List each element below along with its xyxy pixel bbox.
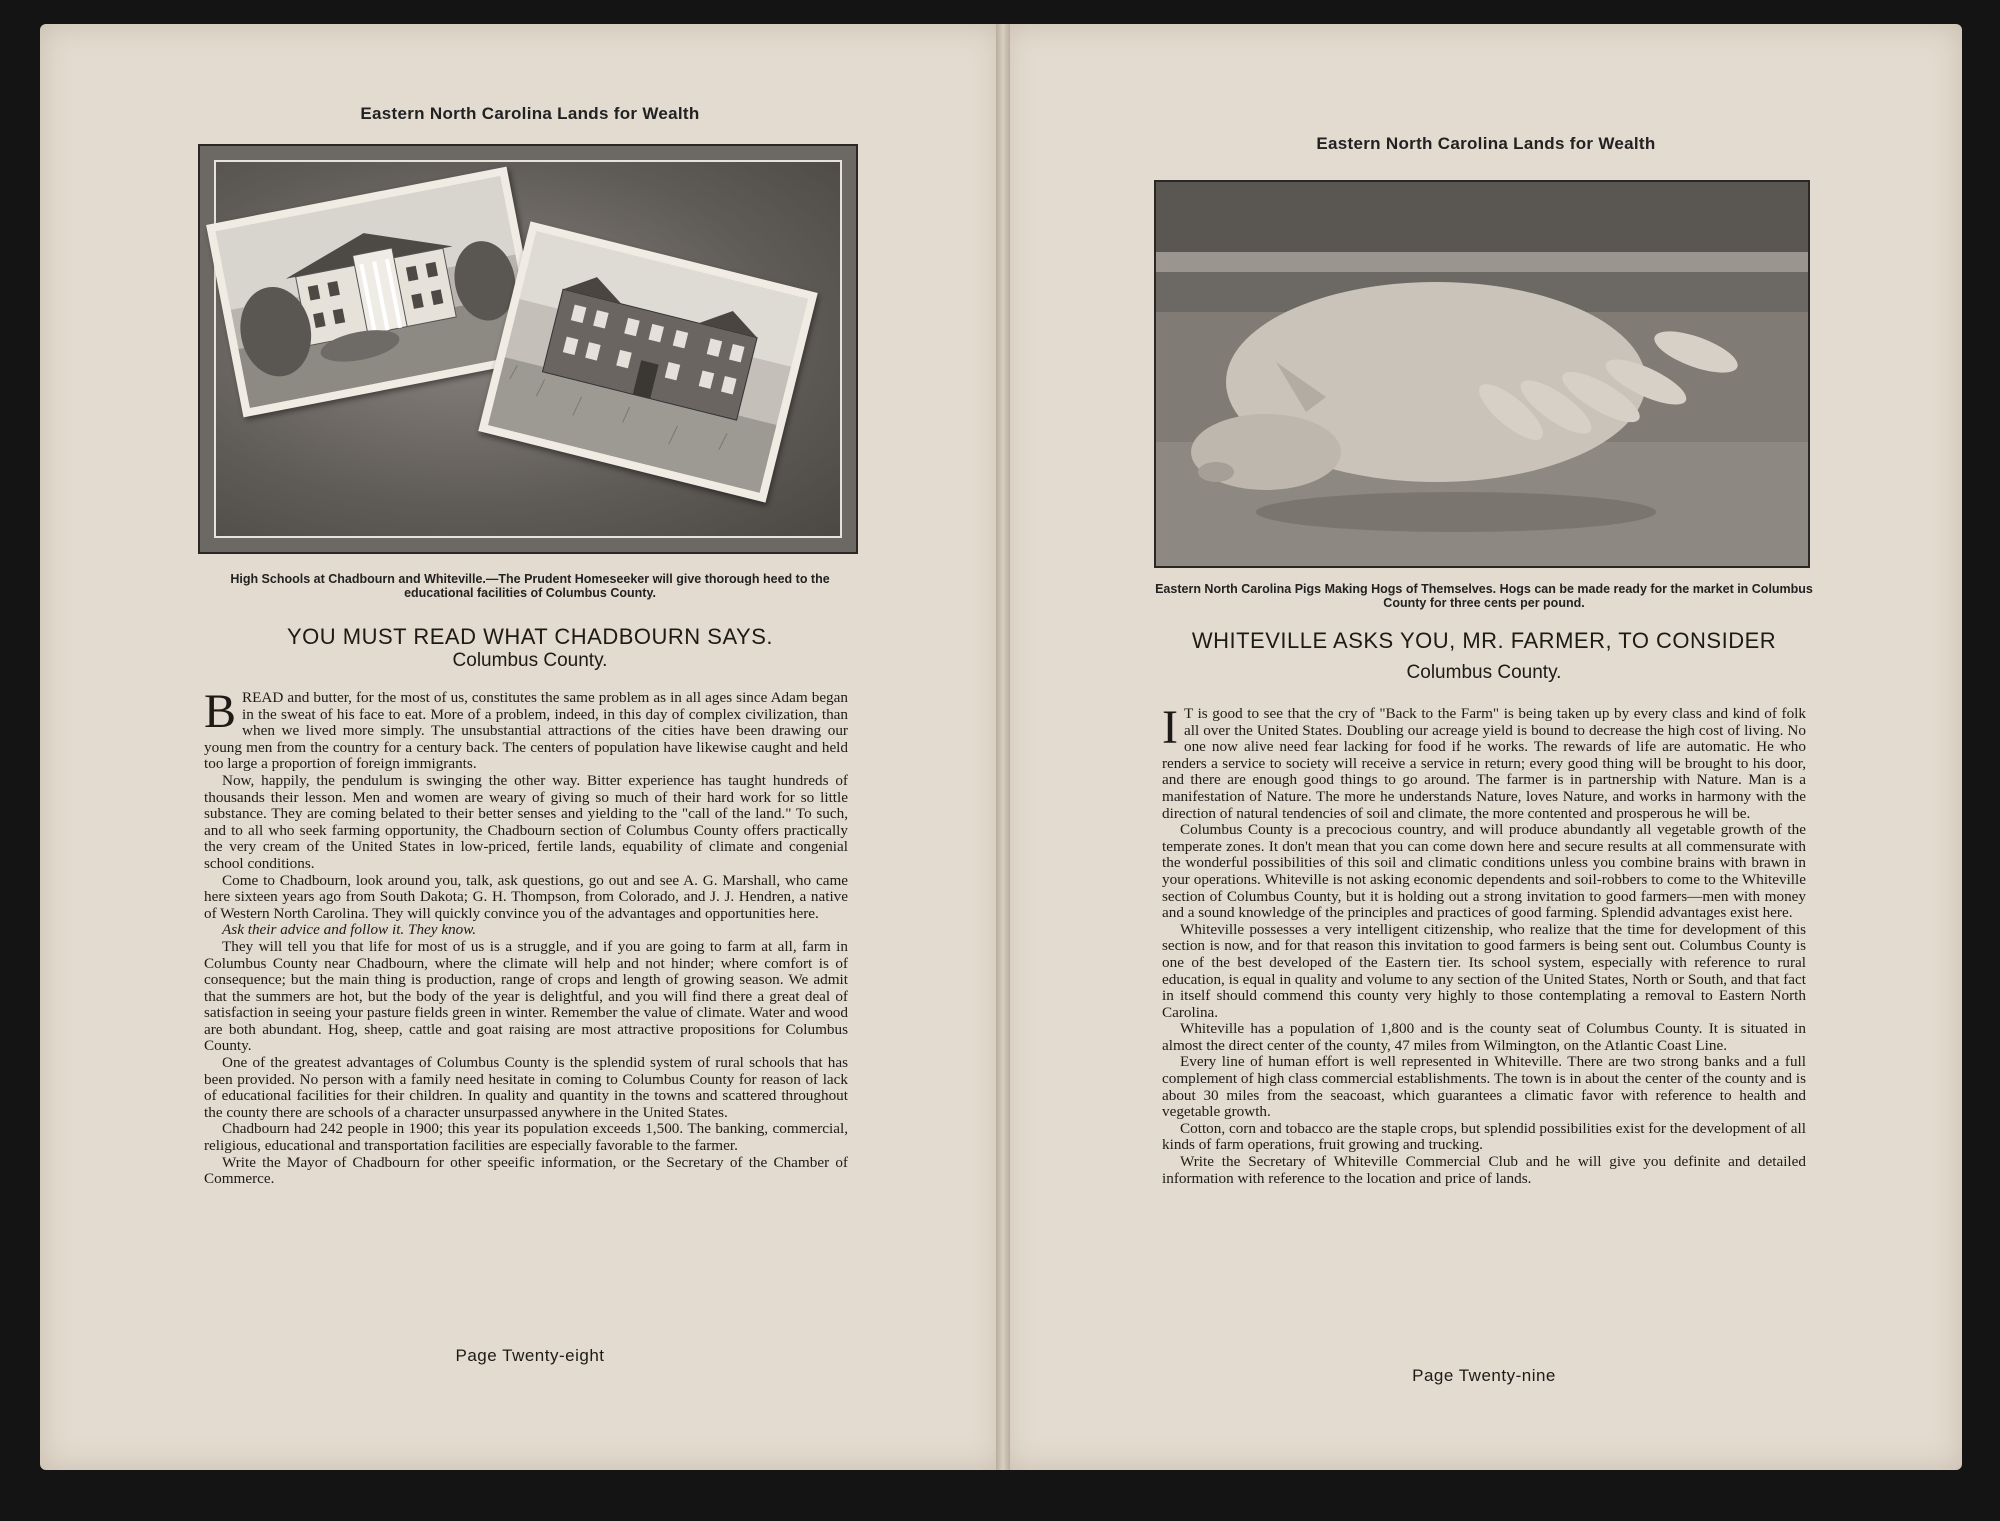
book-gutter: [996, 24, 1010, 1470]
school-photo-frame: [198, 144, 858, 554]
right-photo-caption: Eastern North Carolina Pigs Making Hogs of Themselves. Hogs can be made ready for the market in Columbus County for three cents per pound.: [1155, 582, 1813, 610]
left-subhead: Columbus County.: [452, 650, 608, 671]
left-headline: YOU MUST READ WHAT CHADBOURN SAYS.: [287, 624, 773, 649]
pigs-photo: [1156, 182, 1808, 566]
left-running-head: Eastern North Carolina Lands for Wealth: [360, 104, 700, 123]
right-paragraph-5: Every line of human effort is well represented in Whiteville. There are two strong banks and a full complement of high class commercial establishments. The town is in about the center of the county and is about 30 miles from the seacoast, which guarantees a climatic favor with reference to health and vegetable growth.: [1162, 1053, 1806, 1121]
left-dropcap: B: [204, 685, 237, 738]
left-paragraph-1: BREAD and butter, for the most of us, constitutes the same problem as in all ages since Adam began in the sweat of his face to eat. More of a problem, indeed, in this day of complex civilization, than when we lived more simply. The unsubstantial attractions of the cities have been drawing our young men from the country for a century back. The centers of population have likewise caught and held too large a proportion of foreign immigrants.: [204, 685, 848, 773]
left-paragraph-3: Come to Chadbourn, look around you, talk, ask questions, go out and see A. G. Marshall, who came here sixteen years ago from South Dakota; G. H. Thompson, from Colorado, and J. J. Hendren, a native of Western North Carolina. They will quickly convince you of the advantages and opportunities here.: [204, 871, 848, 922]
pigs-photo-frame: [1154, 180, 1810, 568]
right-page-number: Page Twenty-nine: [1412, 1366, 1556, 1385]
left-page-number: Page Twenty-eight: [455, 1346, 605, 1365]
right-paragraph-2: Columbus County is a precocious country, and will produce abundantly all vegetable growth of the temperate zones. It don't mean that you can come down here and secure results at all commensurate with the wonderful possibilities of this soil and climatic conditions unless you combine brains with brawn in your operations. Whiteville is not asking economic dependents and soil-robbers to come to the Whiteville section of Columbus County, but it is holding out a strong invitation to good farmers—men with money and a sound knowledge of the principles and practices of good farming. Splendid advantages exist here.: [1162, 821, 1806, 922]
left-paragraph-6: One of the greatest advantages of Columbus County is the splendid system of rural schools that has been provided. No person with a family need hesitate in coming to Columbus County for reason of lack of educational facilities for their children. In quality and quantity in the towns and scattered throughout the county there are schools of a character unsurpassed anywhere in the United States.: [204, 1054, 848, 1121]
left-paragraph-5: They will tell you that life for most of us is a struggle, and if you are going to farm at all, farm in Columbus County near Chadbourn, where the climate will help and not hinder; where comfort is of consequence; but the main thing is production, range of crops and length of growing season. We admit that the summers are hot, but the body of the year is delightful, and you will find there a great deal of satisfaction in seeing your pasture fields green in winter. Remember the value of climate. Water and wood are both abundant. Hog, sheep, cattle and goat raising are most attractive propositions for Columbus County.: [204, 937, 848, 1055]
left-article-body: [204, 685, 848, 1188]
right-subhead: Columbus County.: [1406, 662, 1562, 683]
left-photo-caption: High Schools at Chadbourn and Whiteville.—The Prudent Homeseeker will give thorough heed to the educational facilities of Columbus County.: [230, 572, 830, 600]
right-paragraph-4: Whiteville has a population of 1,800 and is the county seat of Columbus County. It is situated in almost the direct center of the county, 47 miles from Wilmington, on the Atlantic Coast Line.: [1162, 1020, 1806, 1054]
left-paragraph-4: Ask their advice and follow it. They know.: [222, 921, 477, 939]
right-running-head: Eastern North Carolina Lands for Wealth: [1316, 134, 1656, 153]
right-paragraph-1: I T is good to see that the cry of "Back to the Farm" is being taken up by every class and kind of folk all over the United States. Doubling our acreage yield is bound to decrease the high cost of living. No one now alive need fear lacking for food if he works. The rewards of life are automatic. He who renders a service to society will receive a service in return; every good thing will be brought to his door, and there are enough good things to go around. The farmer is in partnership with Nature. Man is a manifestation of Nature. The more he understands Nature, loves Nature, and works in harmony with the direction of natural tendencies of soil and climate, the more contented and prosperous he will be.: [1162, 701, 1806, 822]
right-dropcap: I: [1162, 701, 1178, 754]
left-paragraph-8: Write the Mayor of Chadbourn for other speeific information, or the Secretary of the Chamber of Commerce.: [204, 1153, 848, 1188]
left-paragraph-2: Now, happily, the pendulum is swinging the other way. Bitter experience has taught hundreds of thousands their lesson. Men and women are weary of giving so much of their hard work for so little substance. They are coming belated to their better senses and yielding to the "call of the land." To such, and to all who seek farming opportunity, the Chadbourn section of Columbus County offers practically the very cream of the United States in low-priced, fertile lands, equability of climate and congenial school conditions.: [204, 771, 848, 872]
right-paragraph-3: Whiteville possesses a very intelligent citizenship, who realize that the time for development of this section is now, and for that reason this invitation to good farmers is being sent out. Columbus County is one of the best developed of the Eastern tier. Its school system, especially with reference to rural education, is equal in quality and volume to any section of the United States, North or South, and that fact in itself should commend this county very highly to those contemplating a removal to Eastern North Carolina.: [1162, 920, 1806, 1021]
right-headline: WHITEVILLE ASKS YOU, MR. FARMER, TO CONSIDER: [1191, 628, 1777, 653]
right-paragraph-6: Cotton, corn and tobacco are the staple crops, but splendid possibilities exist for the development of all kinds of farm operations, fruit growing and trucking.: [1162, 1119, 1806, 1154]
right-paragraph-7: Write the Secretary of Whiteville Commercial Club and he will give you definite and detailed information with reference to the location and price of lands.: [1162, 1153, 1806, 1187]
right-article-body: [1162, 701, 1806, 1187]
left-paragraph-7: Chadbourn had 242 people in 1900; this year its population exceeds 1,500. The banking, commercial, religious, educational and transportation facilities are especially favorable to the farmer.: [204, 1120, 848, 1155]
